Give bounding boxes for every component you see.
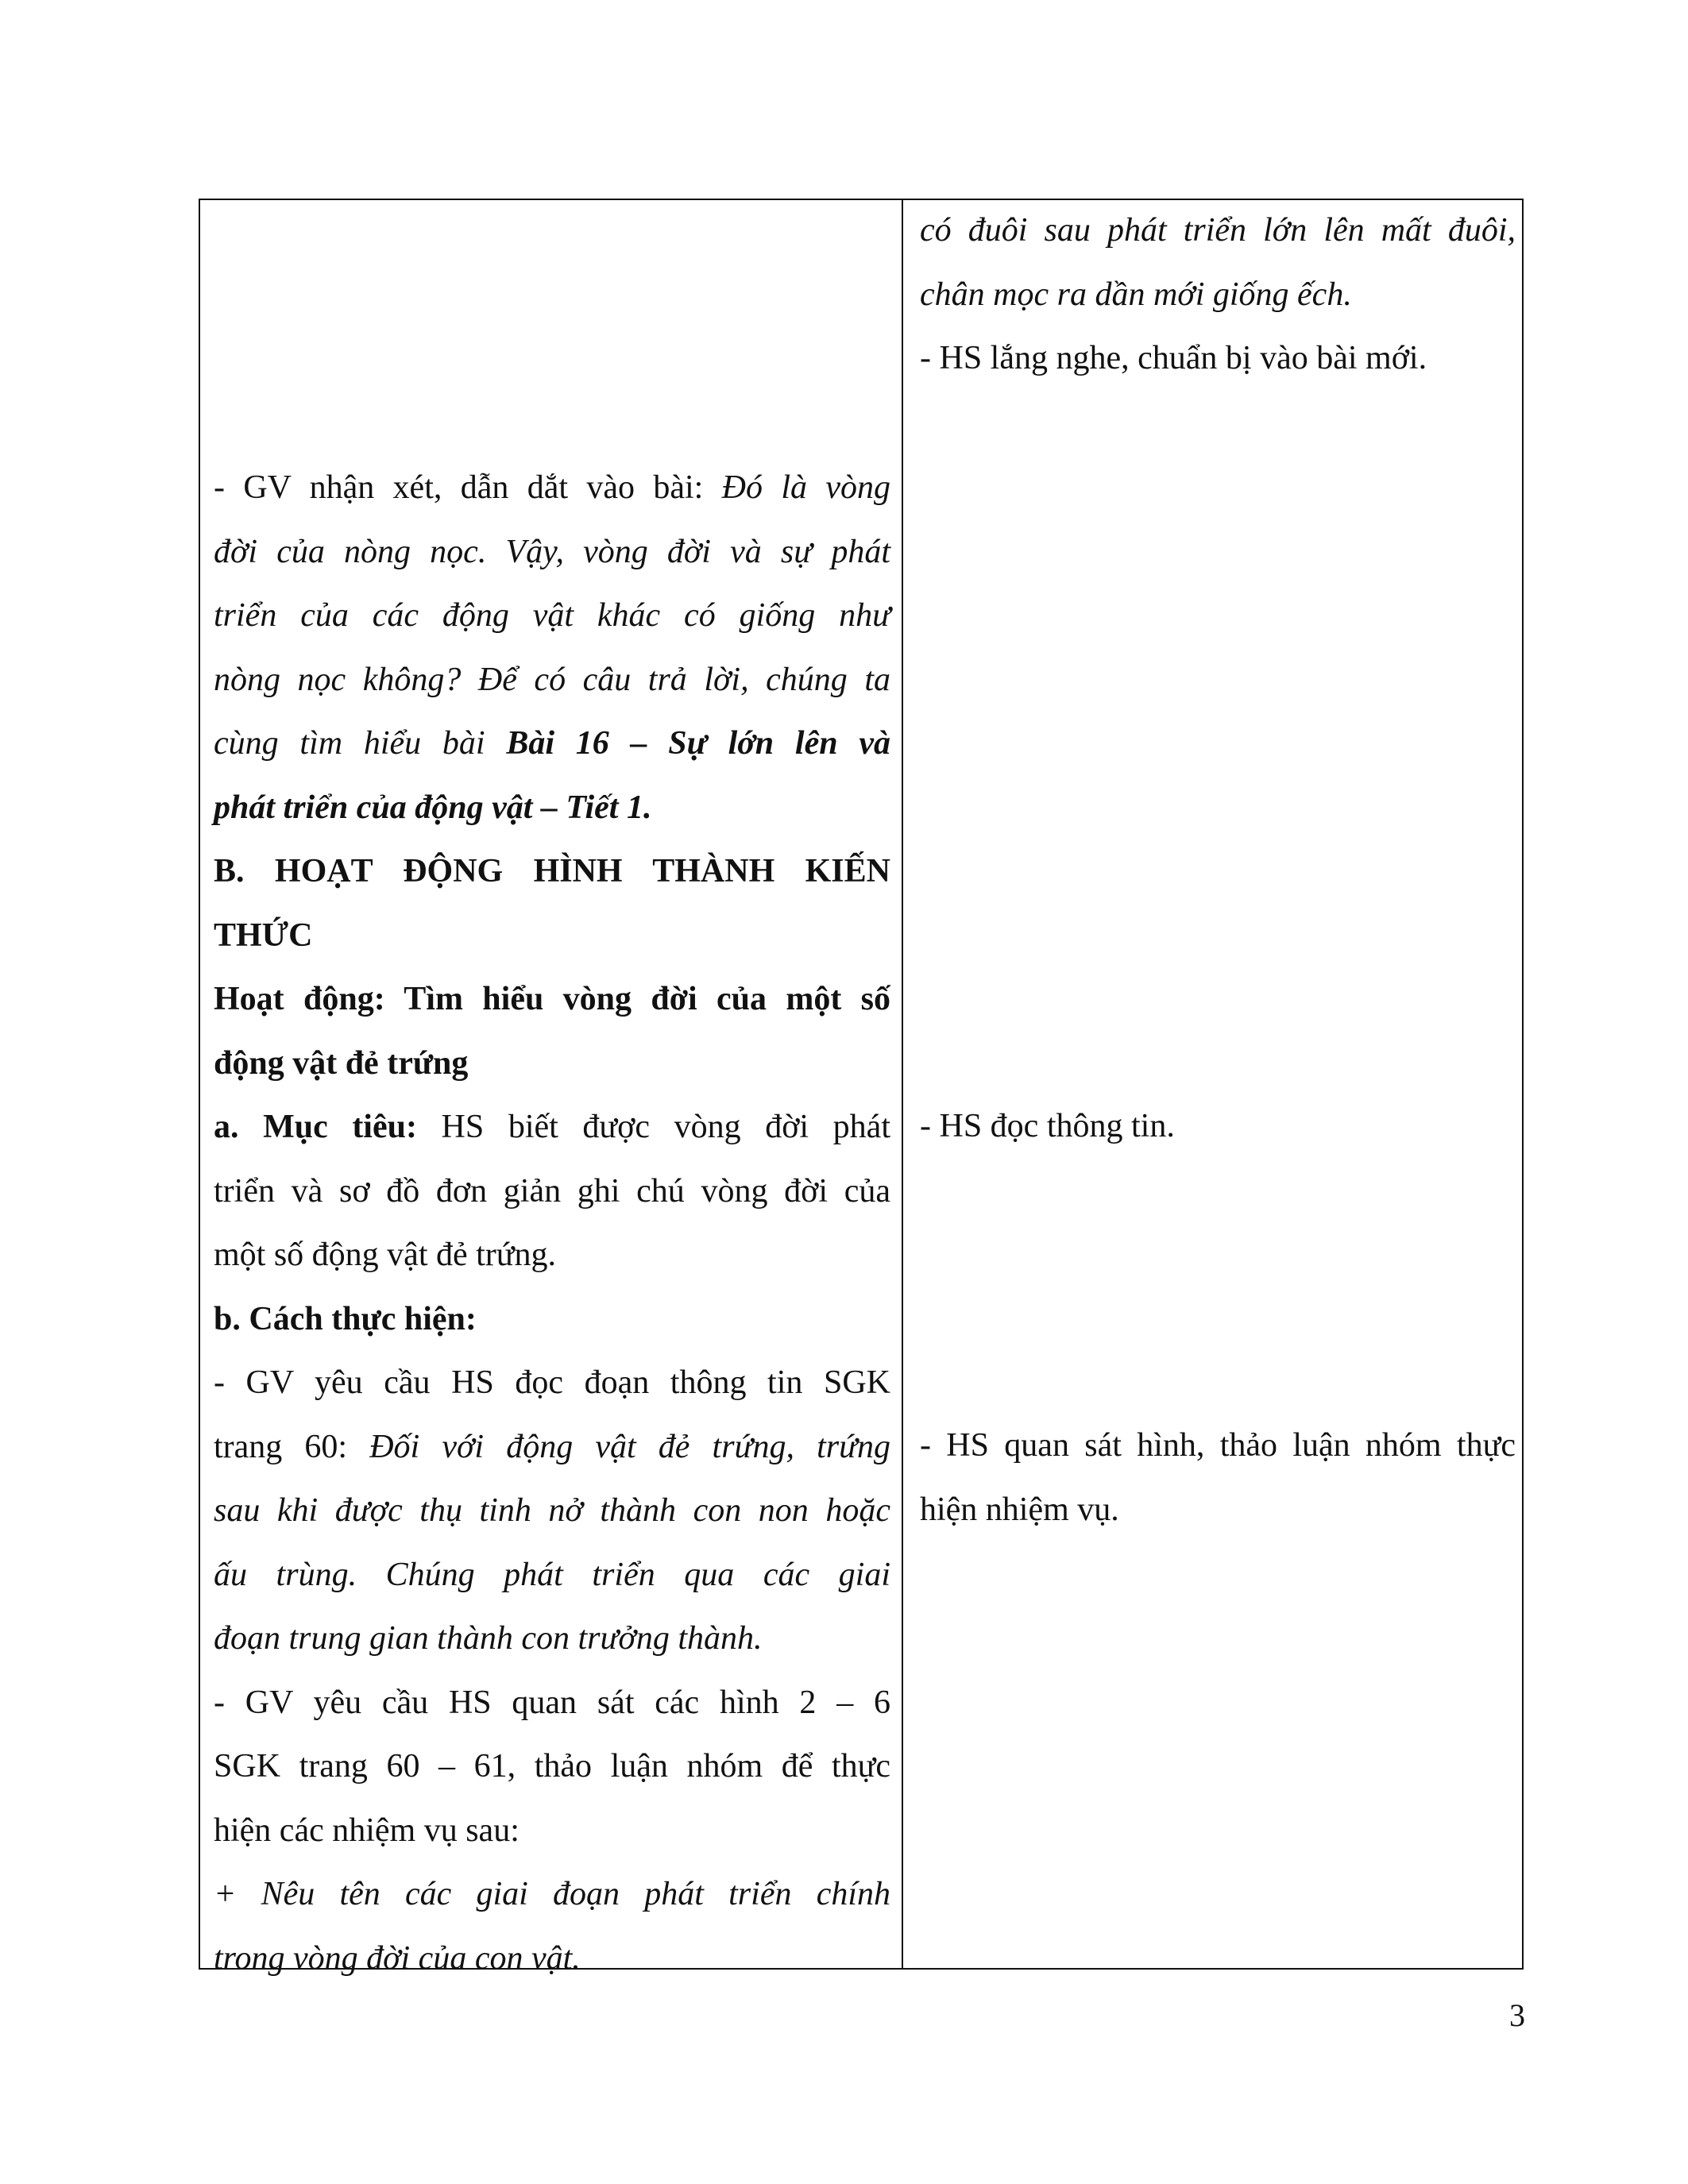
goal-label: a. Mục tiêu: bbox=[214, 1109, 417, 1145]
gv-intro-line-2: đời của nòng nọc. Vậy, vòng đời và sự phát bbox=[214, 533, 890, 570]
section-b-heading-1: B. HOẠT ĐỘNG HÌNH THÀNH KIẾN bbox=[214, 853, 890, 889]
gv-read-line-2 bbox=[214, 1415, 890, 1480]
gv-read-line-3: sau khi được thụ tinh nở thành con non hoặc bbox=[214, 1492, 890, 1529]
hs-read-line: - HS đọc thông tin. bbox=[920, 1108, 1175, 1144]
gv-observe-line-3: hiện các nhiệm vụ sau: bbox=[214, 1812, 520, 1849]
gv-observe-line-2: SGK trang 60 – 61, thảo luận nhóm để thực bbox=[214, 1748, 890, 1785]
gv-intro-line-5 bbox=[214, 712, 890, 776]
section-b-heading-2: THỨC bbox=[214, 916, 313, 954]
gv-observe-line-1: - GV yêu cầu HS quan sát các hình 2 – 6 bbox=[214, 1684, 890, 1721]
hs-listen-line: - HS lắng nghe, chuẩn bị vào bài mới. bbox=[920, 340, 1427, 376]
gv-read-line-5: đoạn trung gian thành con trưởng thành. bbox=[214, 1620, 763, 1657]
task-line-1: + Nêu tên các giai đoạn phát triển chính bbox=[214, 1876, 890, 1912]
gv-intro-line-3: triển của các động vật khác có giống như bbox=[214, 597, 890, 634]
gv-read-line-4: ấu trùng. Chúng phát triển qua các giai bbox=[214, 1556, 890, 1593]
activity-heading-2: động vật đẻ trứng bbox=[214, 1044, 469, 1082]
gv-intro-line-1 bbox=[214, 456, 890, 520]
gv-intro-prefix: - GV nhận xét, dẫn dắt vào bài: bbox=[214, 469, 722, 506]
gv-intro-paragraph bbox=[214, 456, 890, 1990]
hs-top-line-1: có đuôi sau phát triển lớn lên mất đuôi, bbox=[920, 212, 1516, 249]
goal-line-2: triển và sơ đồ đơn giản ghi chú vòng đời của bbox=[214, 1172, 890, 1210]
hs-top-line-2: chân mọc ra dần mới giống ếch. bbox=[920, 276, 1352, 313]
gv-intro-line-5-italic: cùng tìm hiểu bài bbox=[214, 725, 507, 762]
gv-read-line-2-italic: Đối với động vật đẻ trứng, trứng bbox=[369, 1428, 890, 1465]
activity-heading-1: Hoạt động: Tìm hiểu vòng đời của một số bbox=[214, 981, 890, 1017]
lesson-title-part-2: phát triển của động vật – Tiết 1. bbox=[214, 789, 652, 826]
gv-intro-line-4: nòng nọc không? Để có câu trả lời, chúng ta bbox=[214, 661, 890, 698]
task-line-2: trong vòng đời của con vật. bbox=[214, 1939, 581, 1977]
hs-observe-line-2: hiện nhiệm vụ. bbox=[920, 1491, 1119, 1528]
gv-read-line-2-plain: trang 60: bbox=[214, 1428, 370, 1465]
gv-read-line-1: - GV yêu cầu HS đọc đoạn thông tin SGK bbox=[214, 1364, 890, 1401]
method-label: b. Cách thực hiện: bbox=[214, 1300, 477, 1337]
lesson-table bbox=[199, 199, 1524, 1977]
goal-text-1: HS biết được vòng đời phát bbox=[416, 1109, 890, 1145]
hs-observe-paragraph bbox=[920, 1414, 1516, 1542]
goal-line-3: một số động vật đẻ trứng. bbox=[214, 1237, 557, 1273]
hs-read-paragraph bbox=[920, 1094, 1516, 1159]
hs-top-paragraph bbox=[920, 199, 1516, 391]
page-number: 3 bbox=[1509, 1997, 1525, 2033]
column-divider bbox=[902, 200, 903, 1968]
gv-intro-italic-1: Đó là vòng bbox=[721, 469, 890, 506]
goal-line-1 bbox=[214, 1095, 890, 1160]
hs-observe-line-1: - HS quan sát hình, thảo luận nhóm thực bbox=[920, 1427, 1516, 1464]
lesson-title-part-1: Bài 16 – Sự lớn lên và bbox=[506, 725, 890, 762]
